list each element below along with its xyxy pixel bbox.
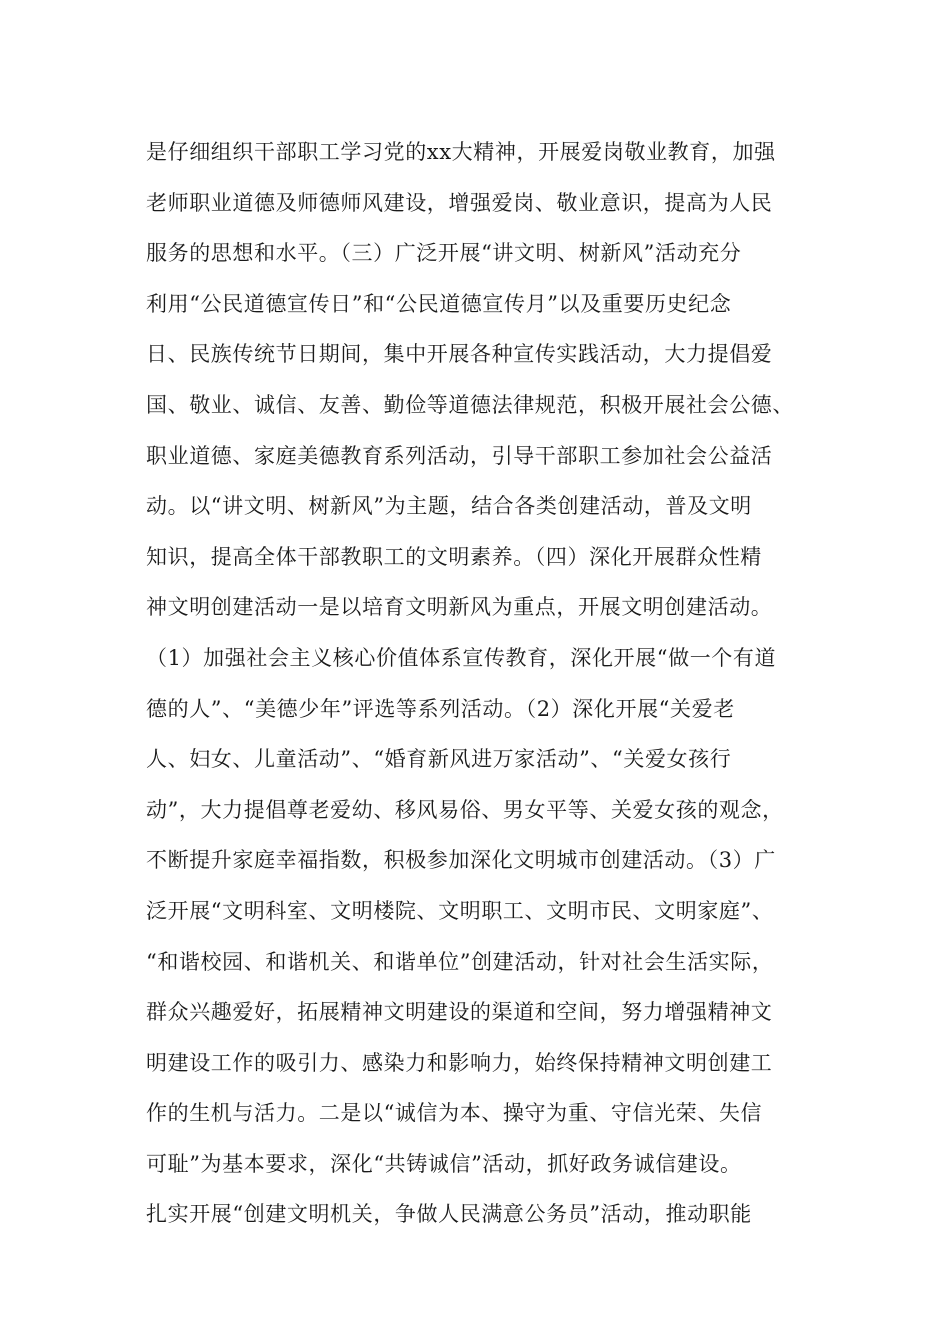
text-line: 知识，提高全体干部教职工的文明素养。（四）深化开展群众性精 (146, 544, 762, 569)
text-line: 群众兴趣爱好，拓展精神文明建设的渠道和空间，努力增强精神文 (146, 1000, 773, 1025)
text-line: 动。以“讲文明、树新风”为主题，结合各类创建活动，普及文明 (146, 494, 752, 519)
text-line: 扎实开展“创建文明机关，争做人民满意公务员”活动，推动职能 (146, 1202, 752, 1227)
text-line: 作的生机与活力。二是以“诚信为本、操守为重、守信光荣、失信 (146, 1101, 763, 1126)
text-line: 国、敬业、诚信、友善、勤俭等道德法律规范，积极开展社会公德、 (146, 392, 794, 417)
text-line: 可耻”为基本要求，深化“共铸诚信”活动，抓好政务诚信建设。 (146, 1151, 742, 1176)
text-line: 德的人”、“美德少年”评选等系列活动。（2）深化开展“关爱老 (146, 696, 735, 721)
text-line: 神文明创建活动一是以培育文明新风为重点，开展文明创建活动。 (146, 595, 773, 620)
text-line: 动”，大力提倡尊老爱幼、移风易俗、男女平等、关爱女孩的观念， (146, 797, 784, 822)
text-line: 利用“公民道德宣传日”和“公民道德宣传月”以及重要历史纪念 (146, 291, 732, 316)
text-line: 人、妇女、儿童活动”、“婚育新风进万家活动”、“关爱女孩行 (146, 747, 732, 772)
body-text (146, 132, 826, 1245)
text-line: 日、民族传统节日期间，集中开展各种宣传实践活动，大力提倡爱 (146, 342, 773, 367)
text-line: 服务的思想和水平。（三）广泛开展“讲文明、树新风”活动充分 (146, 241, 742, 266)
text-line: 职业道德、家庭美德教育系列活动，引导干部职工参加社会公益活 (146, 443, 773, 468)
text-line: 是仔细组织干部职工学习党的xx大精神，开展爱岗敬业教育，加强 (146, 140, 776, 164)
text-line: “和谐校园、和谐机关、和谐单位”创建活动，针对社会生活实际， (146, 949, 774, 974)
text-line: （1）加强社会主义核心价值体系宣传教育，深化开展“做一个有道 (146, 645, 777, 670)
text-line: 老师职业道德及师德师风建设，增强爱岗、敬业意识，提高为人民 (146, 190, 773, 215)
text-line: 明建设工作的吸引力、感染力和影响力，始终保持精神文明创建工 (146, 1050, 773, 1075)
text-line: 泛开展“文明科室、文明楼院、文明职工、文明市民、文明家庭”、 (146, 898, 774, 923)
text-line: 不断提升家庭幸福指数，积极参加深化文明城市创建活动。（3）广 (146, 848, 776, 873)
